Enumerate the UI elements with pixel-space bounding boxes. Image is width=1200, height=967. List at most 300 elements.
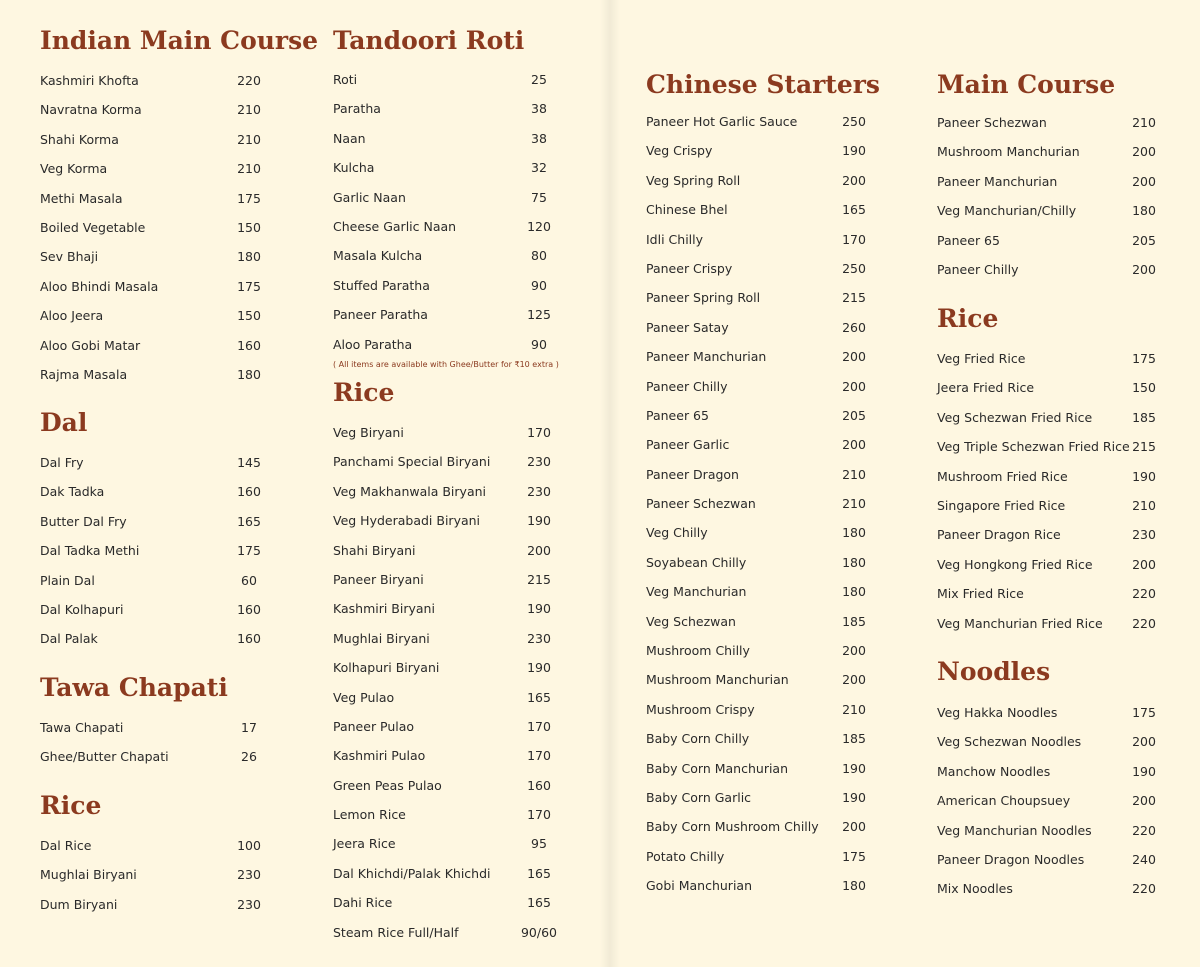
menu-item <box>333 190 559 219</box>
item-name: Mix Noodles <box>937 881 1013 897</box>
menu-item <box>646 202 874 231</box>
item-price: 25 <box>531 72 547 87</box>
item-name: Veg Manchurian/Chilly <box>937 203 1077 219</box>
item-name: Paneer Satay <box>646 319 729 335</box>
item-name: Veg Hakka Noodles <box>937 705 1058 720</box>
menu-item <box>646 114 874 143</box>
item-name: Veg Manchurian Noodles <box>937 822 1092 838</box>
item-price: 250 <box>842 260 866 276</box>
item-name: Paneer Dragon <box>646 466 739 482</box>
item-name: Aloo Bhindi Masala <box>40 278 159 294</box>
menu-item <box>646 320 874 349</box>
section-note: ( All items are available with Ghee/Butter for ₹10 extra ) <box>333 360 559 369</box>
item-price: 125 <box>527 307 551 323</box>
menu-item <box>333 131 559 160</box>
item-name: Dal Fry <box>40 455 84 470</box>
section-title: Chinese Starters <box>646 70 881 99</box>
menu-section-noodles <box>937 657 1156 897</box>
item-name: Veg Schezwan <box>646 613 736 629</box>
item-name: Paneer 65 <box>937 232 1000 248</box>
item-name: Paneer Dragon Noodles <box>937 851 1085 867</box>
item-name: Dak Tadka <box>40 484 105 500</box>
item-price: 175 <box>1132 705 1156 720</box>
item-price: 150 <box>237 219 261 235</box>
item-price: 260 <box>842 319 866 335</box>
menu-item <box>40 220 269 249</box>
item-list <box>937 351 1164 645</box>
item-price: 180 <box>842 584 866 600</box>
menu-item <box>646 849 874 878</box>
menu-section-chinese-starters <box>646 70 881 894</box>
item-name: Paneer Manchurian <box>646 349 767 365</box>
item-price: 205 <box>842 407 866 423</box>
menu-item <box>646 437 874 466</box>
menu-item <box>646 173 874 202</box>
item-name: Butter Dal Fry <box>40 513 127 529</box>
item-name: Paneer Manchurian <box>937 173 1058 189</box>
menu-item <box>646 261 874 290</box>
menu-item <box>333 690 559 719</box>
item-name: Jeera Rice <box>333 836 396 852</box>
menu-item <box>646 349 874 378</box>
item-name: Shahi Biryani <box>333 542 416 558</box>
menu-item <box>333 278 559 307</box>
item-price: 38 <box>531 130 547 146</box>
item-name: Green Peas Pulao <box>333 777 442 793</box>
menu-item <box>646 408 874 437</box>
item-list <box>40 455 269 661</box>
item-name: Veg Schezwan Fried Rice <box>937 409 1093 425</box>
menu-item <box>646 702 874 731</box>
item-name: Tawa Chapati <box>40 720 124 735</box>
item-price: 170 <box>842 231 866 247</box>
menu-item <box>333 601 559 630</box>
item-name: Boiled Vegetable <box>40 219 146 235</box>
item-price: 175 <box>237 190 261 206</box>
item-price: 160 <box>237 484 261 500</box>
menu-item <box>333 925 559 954</box>
menu-item <box>333 160 559 189</box>
item-name: Dal Rice <box>40 838 92 853</box>
item-name: Ghee/Butter Chapati <box>40 749 169 765</box>
item-price: 170 <box>527 718 551 734</box>
menu-section-dal <box>40 408 261 647</box>
item-name: Aloo Jeera <box>40 308 104 324</box>
item-price: 220 <box>1132 822 1156 838</box>
menu-item <box>40 484 269 513</box>
item-price: 220 <box>237 73 261 88</box>
menu-item <box>937 881 1164 910</box>
item-price: 165 <box>527 689 551 705</box>
item-price: 230 <box>527 630 551 646</box>
item-price: 90 <box>531 277 547 293</box>
item-price: 32 <box>531 160 547 176</box>
item-price: 210 <box>842 466 866 482</box>
menu-item <box>40 867 269 896</box>
item-name: Paneer Crispy <box>646 260 733 276</box>
item-price: 215 <box>842 290 866 306</box>
item-price: 190 <box>842 760 866 776</box>
item-name: Paneer Dragon Rice <box>937 527 1061 543</box>
item-price: 205 <box>1132 232 1156 248</box>
item-price: 200 <box>1132 261 1156 277</box>
item-price: 165 <box>237 513 261 529</box>
item-name: Veg Hongkong Fried Rice <box>937 556 1093 572</box>
item-price: 220 <box>1132 615 1156 631</box>
item-price: 160 <box>237 337 261 353</box>
item-price: 170 <box>527 425 551 440</box>
menu-item <box>937 498 1164 527</box>
item-price: 230 <box>527 483 551 499</box>
menu-item <box>40 308 269 337</box>
menu-item <box>646 379 874 408</box>
item-name: Veg Manchurian <box>646 584 747 600</box>
item-name: Paneer 65 <box>646 407 709 423</box>
item-name: Dal Khichdi/Palak Khichdi <box>333 865 491 881</box>
item-price: 190 <box>527 513 551 529</box>
item-price: 200 <box>1132 734 1156 750</box>
item-price: 200 <box>527 542 551 558</box>
item-price: 160 <box>237 601 261 617</box>
item-price: 200 <box>842 672 866 688</box>
item-price: 165 <box>842 202 866 218</box>
item-name: Mix Fried Rice <box>937 586 1024 602</box>
item-price: 200 <box>1132 173 1156 189</box>
item-price: 100 <box>237 838 261 853</box>
item-name: Rajma Masala <box>40 366 128 382</box>
item-name: Veg Pulao <box>333 689 395 705</box>
menu-item <box>937 586 1164 615</box>
item-name: Kolhapuri Biryani <box>333 660 440 676</box>
item-list <box>937 705 1164 911</box>
menu-item <box>333 219 559 248</box>
item-price: 220 <box>1132 881 1156 897</box>
item-name: Stuffed Paratha <box>333 277 430 293</box>
item-price: 17 <box>241 720 257 735</box>
menu-section-rice <box>333 378 558 940</box>
item-price: 180 <box>842 525 866 541</box>
menu-item <box>333 748 559 777</box>
menu-item <box>40 514 269 543</box>
menu-item <box>646 672 874 701</box>
menu-section-tandoori-roti <box>333 26 559 369</box>
menu-item <box>40 602 269 631</box>
item-name: Gobi Manchurian <box>646 878 752 894</box>
item-name: Soyabean Chilly <box>646 554 747 570</box>
item-name: Paneer Garlic <box>646 437 730 453</box>
item-name: Garlic Naan <box>333 189 406 205</box>
item-price: 210 <box>1132 497 1156 513</box>
item-price: 150 <box>237 308 261 324</box>
menu-item <box>646 878 874 907</box>
item-name: Naan <box>333 130 366 146</box>
menu-item <box>333 572 559 601</box>
menu-item <box>333 248 559 277</box>
menu-item <box>40 455 269 484</box>
menu-item <box>40 132 269 161</box>
item-name: Idli Chilly <box>646 231 704 247</box>
menu-item <box>333 425 559 454</box>
item-price: 200 <box>1132 556 1156 572</box>
item-name: Paratha <box>333 101 381 117</box>
item-price: 180 <box>842 878 866 894</box>
item-list <box>40 720 269 779</box>
item-name: Dal Palak <box>40 631 98 647</box>
item-price: 250 <box>842 114 866 129</box>
item-list <box>40 73 269 396</box>
item-price: 38 <box>531 101 547 117</box>
item-list <box>333 425 559 954</box>
item-name: Veg Biryani <box>333 425 404 440</box>
item-price: 190 <box>1132 468 1156 484</box>
item-list <box>40 838 269 926</box>
item-name: Aloo Gobi Matar <box>40 337 141 353</box>
item-name: Navratna Korma <box>40 102 142 118</box>
item-price: 240 <box>1132 851 1156 867</box>
menu-item <box>333 513 559 542</box>
item-price: 150 <box>1132 380 1156 396</box>
item-price: 90 <box>531 336 547 352</box>
menu-section-rice <box>937 304 1156 631</box>
menu-section-main-course <box>937 70 1156 277</box>
menu-item <box>937 852 1164 881</box>
item-name: Kashmiri Khofta <box>40 73 139 88</box>
section-title: Dal <box>40 408 88 437</box>
item-price: 210 <box>1132 115 1156 130</box>
menu-item <box>937 764 1164 793</box>
item-name: Methi Masala <box>40 190 123 206</box>
item-price: 175 <box>842 848 866 864</box>
item-name: Dal Tadka Methi <box>40 543 140 559</box>
menu-item <box>646 761 874 790</box>
menu-item <box>333 543 559 572</box>
menu-item <box>333 484 559 513</box>
section-title: Indian Main Course <box>40 26 319 55</box>
item-price: 185 <box>1132 409 1156 425</box>
menu-item <box>937 262 1164 291</box>
section-title: Tawa Chapati <box>40 673 228 702</box>
item-name: Mughlai Biryani <box>40 867 137 883</box>
item-name: Aloo Paratha <box>333 336 413 352</box>
item-price: 60 <box>241 572 257 588</box>
section-title: Rice <box>40 791 102 820</box>
item-price: 210 <box>237 131 261 147</box>
item-price: 180 <box>237 366 261 382</box>
item-price: 175 <box>237 543 261 559</box>
menu-item <box>333 307 559 336</box>
item-price: 190 <box>1132 763 1156 779</box>
item-name: Paneer Chilly <box>646 378 728 394</box>
menu-item <box>646 467 874 496</box>
menu-item <box>333 778 559 807</box>
item-name: Baby Corn Mushroom Chilly <box>646 819 819 835</box>
item-price: 215 <box>1132 439 1156 455</box>
item-list <box>937 115 1164 291</box>
item-price: 200 <box>842 349 866 365</box>
item-list <box>646 114 874 908</box>
item-name: Paneer Pulao <box>333 718 415 734</box>
item-name: Sev Bhaji <box>40 249 99 265</box>
menu-item <box>646 643 874 672</box>
item-name: Veg Fried Rice <box>937 351 1026 366</box>
item-price: 220 <box>1132 586 1156 602</box>
menu-item <box>646 819 874 848</box>
menu-item <box>40 338 269 367</box>
item-name: Paneer Paratha <box>333 307 428 323</box>
item-name: Chinese Bhel <box>646 202 728 218</box>
menu-item <box>40 631 269 660</box>
item-name: Mushroom Crispy <box>646 701 755 717</box>
menu-item <box>333 866 559 895</box>
menu-item <box>937 233 1164 262</box>
item-name: Baby Corn Garlic <box>646 789 752 805</box>
item-price: 200 <box>842 437 866 453</box>
item-price: 190 <box>842 143 866 159</box>
item-name: Baby Corn Chilly <box>646 731 750 747</box>
menu-item <box>646 525 874 554</box>
menu-item <box>937 734 1164 763</box>
item-price: 185 <box>842 731 866 747</box>
item-price: 185 <box>842 613 866 629</box>
item-price: 26 <box>241 749 257 765</box>
section-title: Tandoori Roti <box>333 26 525 55</box>
section-title: Rice <box>937 304 999 333</box>
item-name: Paneer Spring Roll <box>646 290 761 306</box>
item-name: Paneer Schezwan <box>937 115 1047 130</box>
menu-item <box>937 115 1164 144</box>
menu-item <box>333 895 559 924</box>
menu-item <box>40 367 269 396</box>
menu-item <box>646 290 874 319</box>
item-name: Veg Triple Schezwan Fried Rice <box>937 439 1130 455</box>
item-name: Roti <box>333 72 358 87</box>
menu-item <box>937 439 1164 468</box>
item-price: 170 <box>527 807 551 823</box>
menu-item <box>40 543 269 572</box>
item-name: Mughlai Biryani <box>333 630 430 646</box>
menu-item <box>937 527 1164 556</box>
page-fold <box>600 0 620 967</box>
section-title: Main Course <box>937 70 1116 99</box>
menu-item <box>937 793 1164 822</box>
menu-section-rice <box>40 791 261 912</box>
menu-item <box>333 454 559 483</box>
item-name: Shahi Korma <box>40 131 119 147</box>
item-name: Paneer Chilly <box>937 261 1019 277</box>
menu-item <box>646 584 874 613</box>
item-name: Veg Chilly <box>646 525 708 541</box>
item-list <box>333 72 559 366</box>
item-name: Potato Chilly <box>646 848 725 864</box>
item-name: Cheese Garlic Naan <box>333 218 457 234</box>
menu-item <box>40 279 269 308</box>
menu-item <box>646 555 874 584</box>
item-name: Panchami Special Biryani <box>333 454 491 470</box>
item-price: 230 <box>527 454 551 470</box>
item-price: 190 <box>842 789 866 805</box>
menu-item <box>937 410 1164 439</box>
menu-item <box>937 823 1164 852</box>
menu-item <box>937 705 1164 734</box>
item-name: Masala Kulcha <box>333 248 423 264</box>
item-name: Plain Dal <box>40 572 95 588</box>
item-name: Kulcha <box>333 160 375 176</box>
menu-item <box>40 897 269 926</box>
item-price: 210 <box>237 161 261 177</box>
item-price: 160 <box>527 777 551 793</box>
item-price: 210 <box>842 701 866 717</box>
menu-section-tawa-chapati <box>40 673 257 765</box>
item-price: 180 <box>842 554 866 570</box>
item-name: Veg Spring Roll <box>646 172 741 188</box>
item-name: Baby Corn Manchurian <box>646 760 789 776</box>
item-name: Jeera Fried Rice <box>937 380 1035 396</box>
menu-item <box>40 73 269 102</box>
item-name: Steam Rice Full/Half <box>333 924 459 940</box>
menu-item <box>333 631 559 660</box>
item-price: 165 <box>527 865 551 881</box>
item-price: 90/60 <box>520 924 558 940</box>
item-price: 175 <box>1132 351 1156 366</box>
menu-item <box>40 573 269 602</box>
menu-item <box>937 144 1164 173</box>
item-name: Veg Korma <box>40 161 108 177</box>
menu-item <box>646 496 874 525</box>
item-price: 230 <box>1132 527 1156 543</box>
section-title: Noodles <box>937 657 1051 686</box>
menu-item <box>333 72 559 101</box>
menu-item <box>646 143 874 172</box>
item-price: 180 <box>237 249 261 265</box>
item-price: 230 <box>237 867 261 883</box>
item-name: Mushroom Chilly <box>646 643 750 659</box>
item-price: 170 <box>527 748 551 764</box>
item-name: Kashmiri Pulao <box>333 748 426 764</box>
menu-item <box>333 660 559 689</box>
menu-item <box>937 557 1164 586</box>
item-price: 210 <box>237 102 261 118</box>
item-price: 200 <box>842 643 866 659</box>
item-price: 160 <box>237 631 261 647</box>
menu-item <box>937 616 1164 645</box>
menu-item <box>333 719 559 748</box>
menu-item <box>40 720 269 749</box>
item-price: 145 <box>237 455 261 470</box>
item-name: Singapore Fried Rice <box>937 497 1066 513</box>
item-name: Veg Schezwan Noodles <box>937 734 1082 750</box>
item-name: Paneer Hot Garlic Sauce <box>646 114 798 129</box>
item-price: 75 <box>531 189 547 205</box>
item-name: Veg Makhanwala Biryani <box>333 483 486 499</box>
item-name: Dahi Rice <box>333 895 393 911</box>
item-name: Veg Hyderabadi Biryani <box>333 513 481 529</box>
item-name: Dal Kolhapuri <box>40 601 124 617</box>
menu-item <box>937 203 1164 232</box>
menu-item <box>937 469 1164 498</box>
item-price: 215 <box>527 571 551 587</box>
menu-item <box>646 232 874 261</box>
item-name: American Choupsuey <box>937 793 1071 809</box>
menu-item <box>646 790 874 819</box>
item-name: Manchow Noodles <box>937 763 1051 779</box>
menu-item <box>937 380 1164 409</box>
menu-item <box>40 838 269 867</box>
item-name: Mushroom Fried Rice <box>937 468 1068 484</box>
menu-item <box>937 174 1164 203</box>
menu-item <box>40 749 269 778</box>
item-name: Veg Crispy <box>646 143 713 159</box>
item-name: Paneer Biryani <box>333 571 424 587</box>
